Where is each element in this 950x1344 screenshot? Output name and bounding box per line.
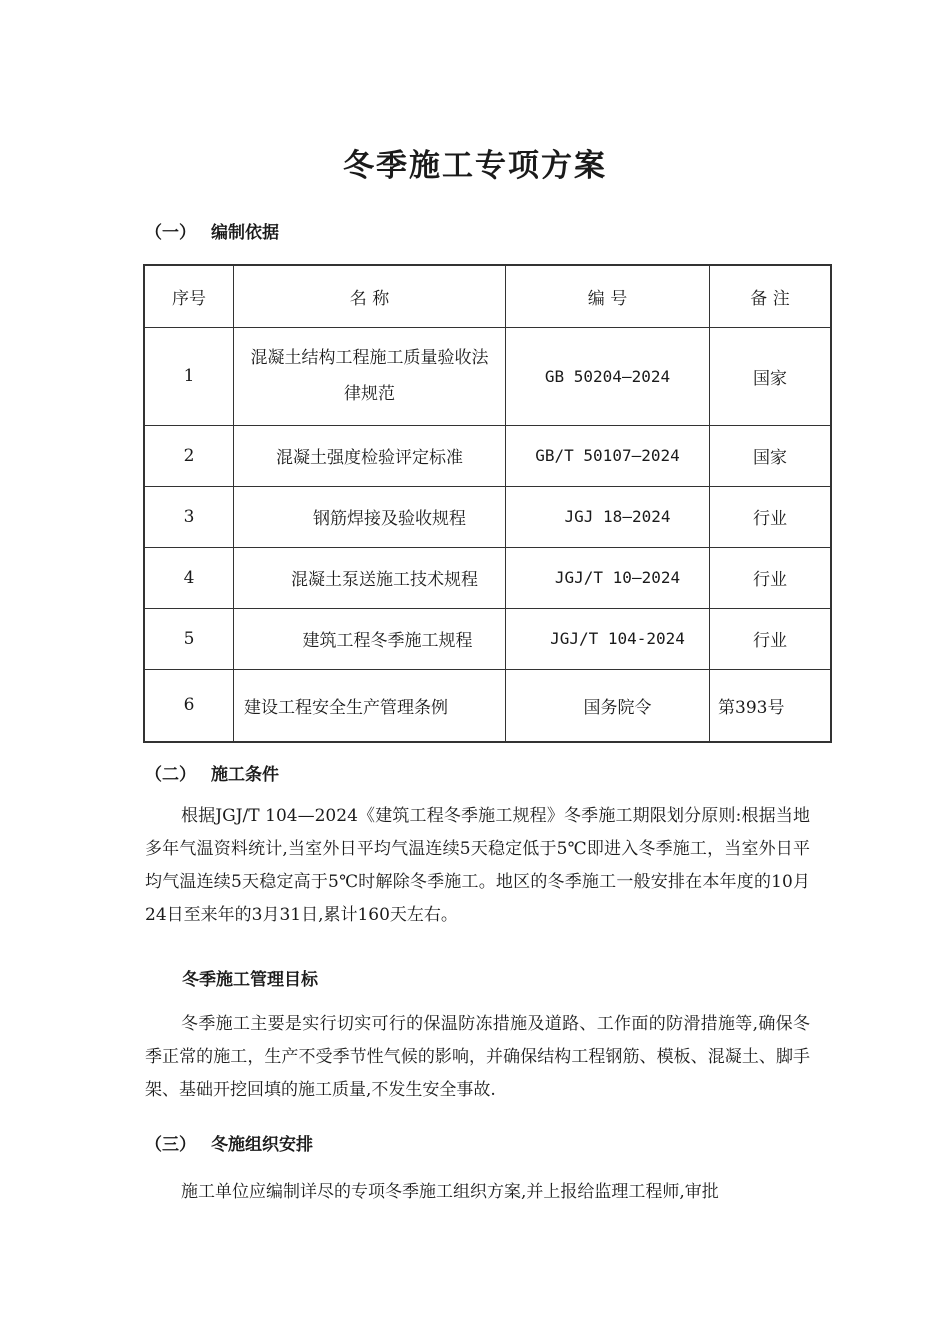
- section-heading-organization: [145, 1130, 313, 1155]
- row-code: GB 50204—2024: [506, 327, 710, 425]
- paragraph-conditions: 根据JGJ/T 104—2024《建筑工程冬季施工规程》冬季施工期限划分原则:根据当地多年气温资料统计,当室外日平均气温连续5天稳定低于5℃即进入冬季施工，当室外日平均气温连续5天稳定高于5℃时解除冬季施工。地区的冬季施工一般安排在本年度的10月24日至来年的3月31日,累计160天左右。: [145, 806, 810, 925]
- standards-table: [143, 264, 832, 743]
- section-heading-conditions: [145, 760, 279, 785]
- row-name: 混凝土强度检验评定标准: [234, 425, 506, 486]
- table-row: [144, 608, 831, 669]
- table-row: [144, 669, 831, 742]
- section-number: （三）: [145, 1135, 196, 1155]
- header-cell: 序号: [144, 265, 234, 327]
- row-note: 行业: [710, 486, 832, 547]
- section-label: 施工条件: [211, 765, 279, 785]
- row-code: GB/T 50107—2024: [506, 425, 710, 486]
- table-row: [144, 327, 831, 425]
- row-name: 混凝土泵送施工技术规程: [234, 547, 506, 608]
- row-note: 国家: [710, 327, 832, 425]
- row-number: 2: [144, 425, 234, 486]
- row-name: 建筑工程冬季施工规程: [234, 608, 506, 669]
- section-label: 冬施组织安排: [211, 1135, 313, 1155]
- row-number: 1: [144, 327, 234, 425]
- row-number: 6: [144, 669, 234, 742]
- header-cell: 名 称: [234, 265, 506, 327]
- table-row: [144, 425, 831, 486]
- row-note: 国家: [710, 425, 832, 486]
- section-label: 编制依据: [211, 223, 279, 243]
- row-code: JGJ/T 104-2024: [506, 608, 710, 669]
- row-name: 钢筋焊接及验收规程: [234, 486, 506, 547]
- row-code: JGJ 18—2024: [506, 486, 710, 547]
- section-number: （一）: [145, 223, 196, 243]
- row-note: 第393号: [710, 669, 832, 742]
- section-number: （二）: [145, 765, 196, 785]
- paragraph-goals: 冬季施工主要是实行切实可行的保温防冻措施及道路、工作面的防滑措施等,确保冬季正常的施工，生产不受季节性气候的影响，并确保结构工程钢筋、模板、混凝土、脚手架、基础开挖回填的施工质量,不发生安全事故.: [145, 1014, 810, 1100]
- row-name: 建设工程安全生产管理条例: [234, 669, 506, 742]
- table-row: [144, 486, 831, 547]
- subheading-goals: 冬季施工管理目标: [182, 970, 318, 990]
- row-number: 4: [144, 547, 234, 608]
- row-note: 行业: [710, 547, 832, 608]
- section-heading-basis: [145, 218, 279, 243]
- row-code: 国务院令: [506, 669, 710, 742]
- header-cell: 编 号: [506, 265, 710, 327]
- row-note: 行业: [710, 608, 832, 669]
- table-header-row: [144, 265, 831, 327]
- row-code: JGJ/T 10—2024: [506, 547, 710, 608]
- header-cell: 备 注: [710, 265, 832, 327]
- row-number: 3: [144, 486, 234, 547]
- row-name: 混凝土结构工程施工质量验收法律规范: [234, 327, 506, 425]
- paragraph-organization: 施工单位应编制详尽的专项冬季施工组织方案,并上报给监理工程师,审批: [181, 1182, 719, 1202]
- table-row: [144, 547, 831, 608]
- row-number: 5: [144, 608, 234, 669]
- document-title: 冬季施工专项方案: [343, 148, 607, 184]
